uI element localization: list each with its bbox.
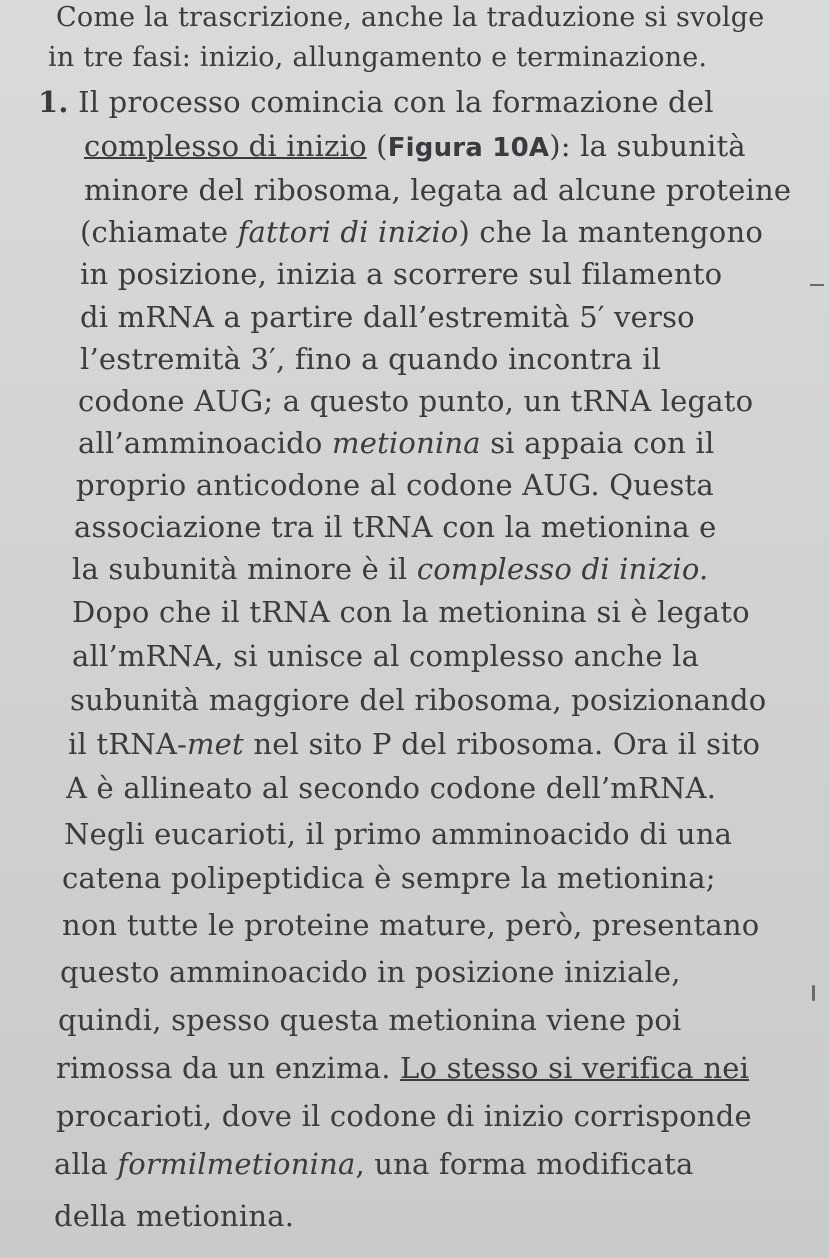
italic-term: complesso di inizio. (416, 552, 709, 586)
text-line: minore del ribosoma, legata ad alcune proteine (84, 173, 792, 207)
numbered-item-line (38, 82, 714, 122)
italic-term: formilmetionina (117, 1147, 356, 1181)
text-line: in posizione, inizia a scorrere sul filamento (80, 257, 723, 291)
text-span: nel sito P del ribosoma. Ora il sito (243, 727, 761, 761)
text-span: all’amminoacido (78, 426, 333, 460)
italic-term: fattori di inizio (237, 215, 459, 249)
text-line: l’estremità 3′, fino a quando incontra il (80, 342, 662, 376)
text-span: ) che la mantengono (458, 215, 764, 249)
text-line: in tre fasi: inizio, allungamento e terminazione. (48, 42, 708, 73)
figure-reference: Figura 10A (387, 133, 550, 163)
text-line (84, 126, 746, 168)
text-line: subunità maggiore del ribosoma, posizionando (70, 683, 767, 717)
text-span: la subunità minore è il (72, 552, 417, 586)
text-line (80, 212, 763, 252)
text-span: il tRNA- (68, 727, 187, 761)
margin-mark (810, 284, 824, 286)
text-line: catena polipeptidica è sempre la metionina; (62, 861, 716, 895)
text-line (72, 549, 708, 589)
text-line (54, 1144, 693, 1184)
text-span: ): la subunità (549, 129, 746, 163)
text-line: quindi, spesso questa metionina viene poi (58, 1003, 682, 1037)
text-line (56, 1048, 749, 1088)
margin-mark (812, 985, 815, 1001)
text-line: associazione tra il tRNA con la metionina e (74, 510, 717, 544)
text-line (68, 724, 760, 764)
text-line: della metionina. (54, 1199, 295, 1233)
text-span: Il processo comincia con la formazione del (78, 85, 714, 119)
text-line: codone AUG; a questo punto, un tRNA legato (78, 384, 754, 418)
italic-term: metionina (332, 426, 481, 460)
key-term: complesso di inizio (84, 129, 367, 163)
text-line: Negli eucarioti, il primo amminoacido di una (64, 817, 733, 851)
text-line: proprio anticodone al codone AUG. Questa (76, 468, 714, 502)
italic-term: met (186, 727, 244, 761)
underlined-phrase: Lo stesso si verifica nei (400, 1051, 750, 1085)
text-line: non tutte le proteine mature, però, presentano (62, 908, 760, 942)
text-span: , una forma modificata (355, 1147, 694, 1181)
text-span: rimossa da un enzima. (56, 1051, 401, 1085)
text-line: Dopo che il tRNA con la metionina si è legato (72, 595, 750, 629)
text-span: ( (366, 129, 388, 163)
text-line: Come la trascrizione, anche la traduzione si svolge (56, 2, 765, 33)
text-line: questo amminoacido in posizione iniziale, (60, 955, 681, 989)
text-span: (chiamate (80, 215, 238, 249)
text-span: si appaia con il (480, 426, 715, 460)
text-line: A è allineato al secondo codone dell’mRNA. (66, 771, 717, 805)
text-line: di mRNA a partire dall’estremità 5′ verso (80, 300, 695, 334)
text-line: procarioti, dove il codone di inizio corrisponde (56, 1099, 752, 1133)
text-line: all’mRNA, si unisce al complesso anche la (72, 639, 700, 673)
text-span: alla (54, 1147, 118, 1181)
item-number: 1. (38, 85, 69, 119)
text-line (78, 423, 714, 463)
